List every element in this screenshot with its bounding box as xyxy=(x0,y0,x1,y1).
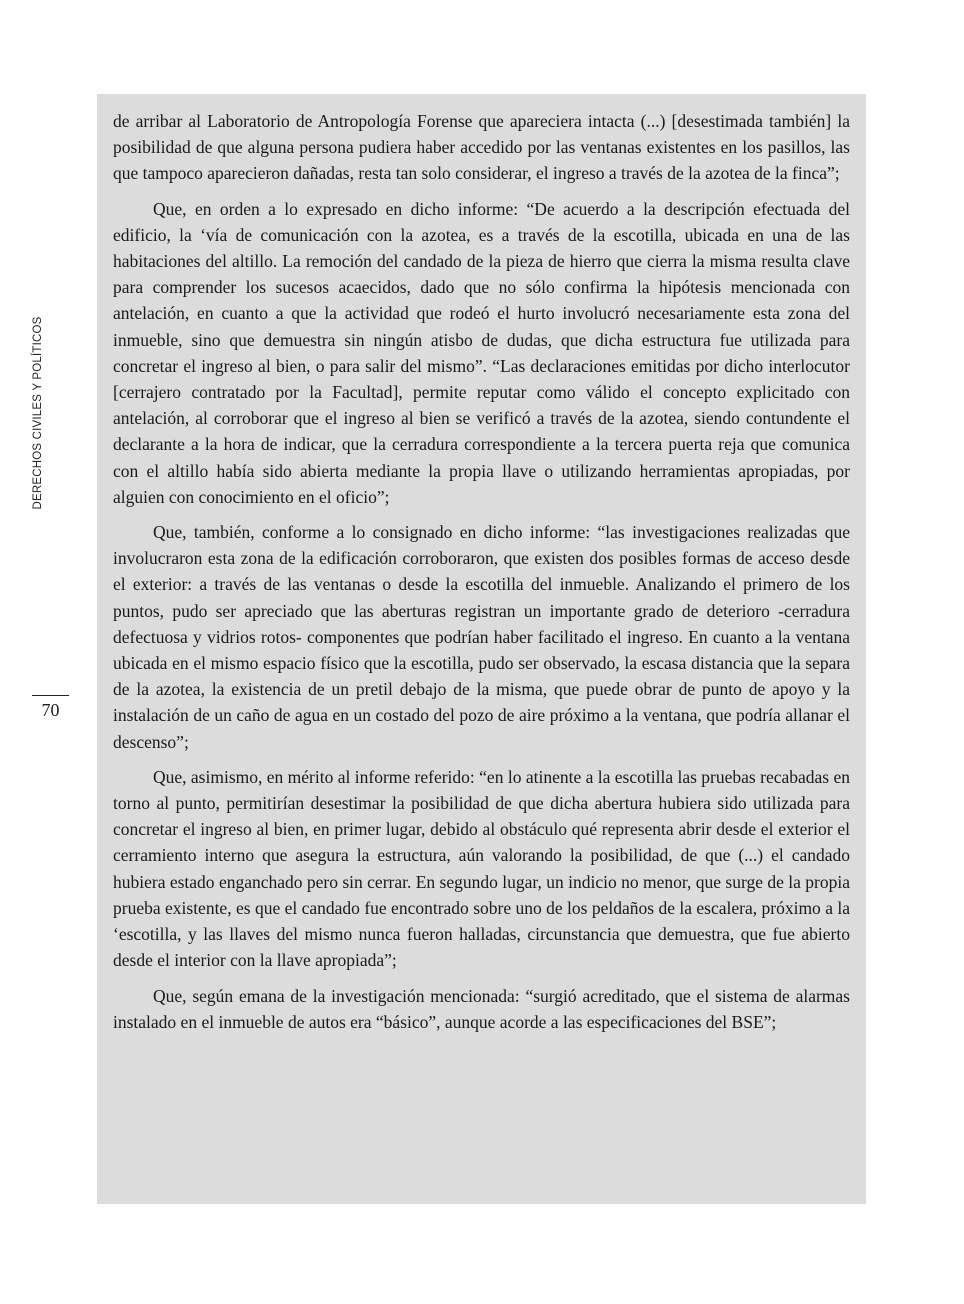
page-number-rule xyxy=(32,695,69,696)
page-number: 70 xyxy=(41,700,60,720)
paragraph-1: de arribar al Laboratorio de Antropología Forense que apareciera intacta (...) [desestimada también] la posibilidad de que alguna persona pudiera haber accedido por las ventanas existentes en los pasillos, las que tampoco aparecieron dañadas, resta tan solo considerar, el ingreso a través de la azotea de la finca”; xyxy=(113,111,850,184)
paragraph-3: Que, también, conforme a lo consignado en dicho informe: “las investigaciones realizadas que involucraron esta zona de la edificación corroboraron, que existen dos posibles formas de acceso desde el exterior: a través de las ventanas o desde la escotilla del inmueble. Analizando el primero de los puntos, pudo ser apreciado que las aberturas registran un importante grado de deterioro -cerradura defectuosa y vidrios rotos- componentes que podrían haber facilitado el ingreso. En cuanto a la ventana ubicada en el mismo espacio físico que la escotilla, pudo ser observado, la escasa distancia que la separa de la azotea, la existencia de un pretil debajo de la misma, que puede obrar de punto de apoyo y la instalación de un caño de agua en un costado del pozo de aire próximo a la ventana, que podría allanar el descenso”; xyxy=(113,522,850,752)
paragraph-5: Que, según emana de la investigación mencionada: “surgió acreditado, que el sistema de alarmas instalado en el inmueble de autos era “básico”, aunque acorde a las especificaciones del BSE”; xyxy=(113,985,850,1032)
shaded-quote-box xyxy=(97,94,866,1204)
section-title-text: DERECHOS CIVILES Y POLÍTICOS xyxy=(32,316,44,510)
running-section-title xyxy=(26,314,50,512)
paragraph-4: Que, asimismo, en mérito al informe referido: “en lo atinente a la escotilla las pruebas recabadas en torno al punto, permitirían desestimar la posibilidad de que dicha abertura hubiera sido utilizada para concretar el ingreso al bien, en primer lugar, debido al obstáculo qué representa abrir desde el exterior el cerramiento interno que asegura la estructura, aún valorando la posibilidad, de que (...) el candado hubiera estado enganchado pero sin cerrar. En segundo lugar, un indicio no menor, que surge de la propia prueba existente, es que el candado fue encontrado sobre uno de los peldaños de la escalera, próximo a la ‘escotilla, y las llaves del mismo nunca fueron halladas, circunstancia que demuestra, que fue abierto desde el interior con la llave apropiada”; xyxy=(113,766,850,971)
paragraph-2: Que, en orden a lo expresado en dicho informe: “De acuerdo a la descripción efectuada del edificio, la ‘vía de comunicación con la azotea, es a través de la escotilla, ubicada en una de las habitaciones del altillo. La remoción del candado de la pieza de hierro que cierra la misma resulta clave para comprender los sucesos acaecidos, dado que no sólo confirma la hipótesis mencionada con antelación, en cuanto a que la actividad que rodeó el hurto involucró necesariamente esta zona del inmueble, sino que demuestra sin ningún atisbo de dudas, que dicha estructura fue utilizada para concretar el ingreso al bien, o para salir del mismo”. “Las declaraciones emitidas por dicho interlocutor [cerrajero contratado por la Facultad], permite reputar como válido el concepto explicitado con antelación, al corroborar que el ingreso al bien se verificó a través de la azotea, siendo contundente el declarante a la hora de indicar, que la cerradura correspondiente a la tercera puerta reja que comunica con el altillo había sido abierta mediante la propia llave o utilizando herramientas apropiadas, por alguien con conocimiento en el oficio”; xyxy=(113,198,850,507)
